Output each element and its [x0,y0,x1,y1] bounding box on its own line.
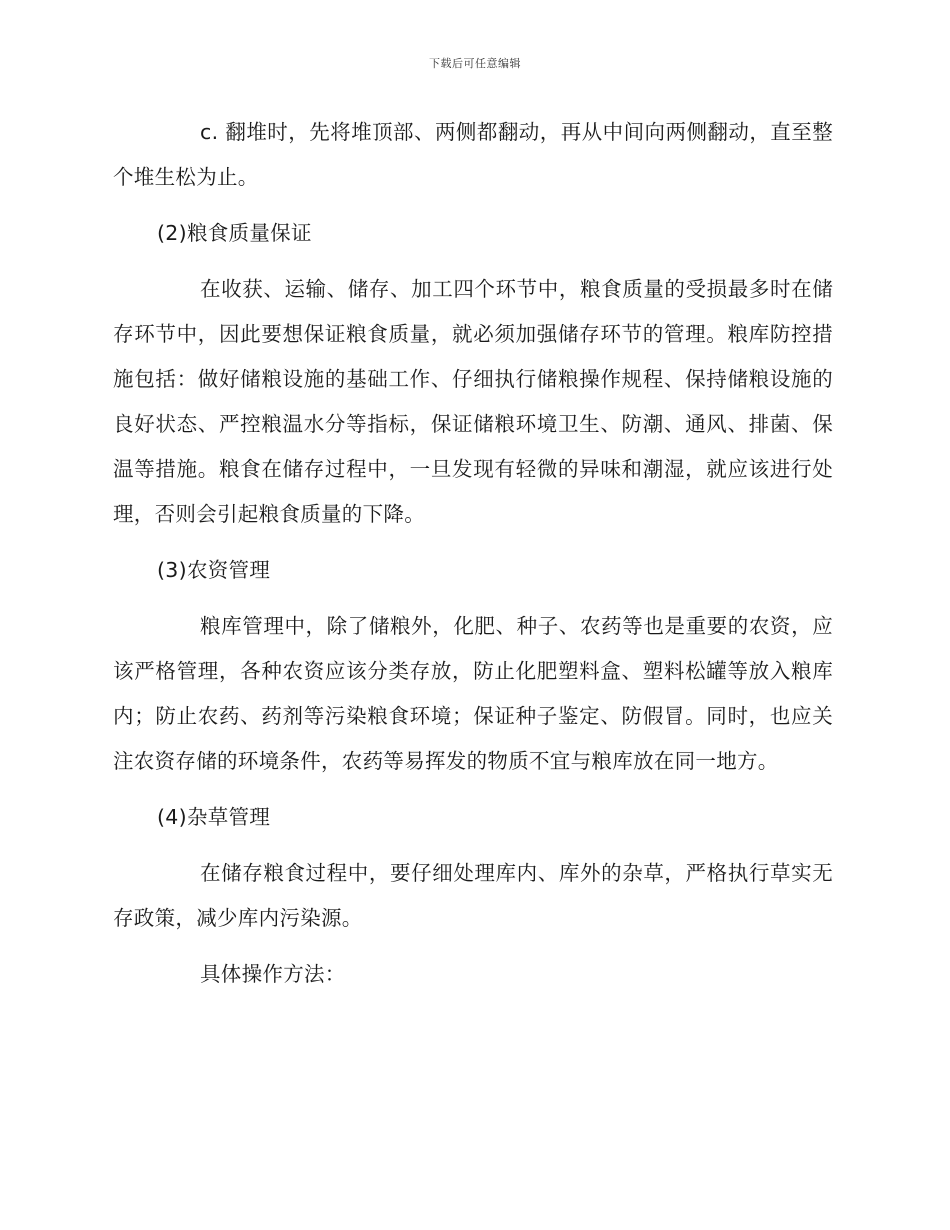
section-heading-weed-management: (4)杂草管理 [157,805,271,829]
section-heading-agri-supplies: (3)农资管理 [157,558,271,582]
paragraph-operation-method: 具体操作方法： [200,962,346,986]
paragraph-agri-supplies: 粮库管理中，除了储粮外，化肥、种子、农药等也是重要的农资，应该严格管理，各种农资应该分类存放，防止化肥塑料盒、塑料松罐等放入粮库内；防止农药、药剂等污染粮食环境；保证种子鉴定、防假冒。同时，也应关注农资存储的环境条件，农药等易挥发的物质不宜与粮库放在同一地方。 [113,614,833,773]
document-body [113,110,833,1008]
paragraph-weed-management: 在储存粮食过程中，要仔细处理库内、库外的杂草，严格执行草实无存政策，减少库内污染源。 [113,861,833,930]
header-note: 下载后可任意编辑 [429,57,521,70]
paragraph-turning-pile: c. 翻堆时，先将堆顶部、两侧都翻动，再从中间向两侧翻动，直至整个堆生松为止。 [113,120,833,189]
section-heading-grain-quality: (2)粮食质量保证 [157,221,312,245]
paragraph-grain-quality: 在收获、运输、储存、加工四个环节中，粮食质量的受损最多时在储存环节中，因此要想保证粮食质量，就必须加强储存环节的管理。粮库防控措施包括：做好储粮设施的基础工作、仔细执行储粮操作规程、保持储粮设施的良好状态、严控粮温水分等指标，保证储粮环境卫生、防潮、通风、排菌、保温等措施。粮食在储存过程中，一旦发现有轻微的异味和潮湿，就应该进行处理，否则会引起粮食质量的下降。 [113,277,833,526]
